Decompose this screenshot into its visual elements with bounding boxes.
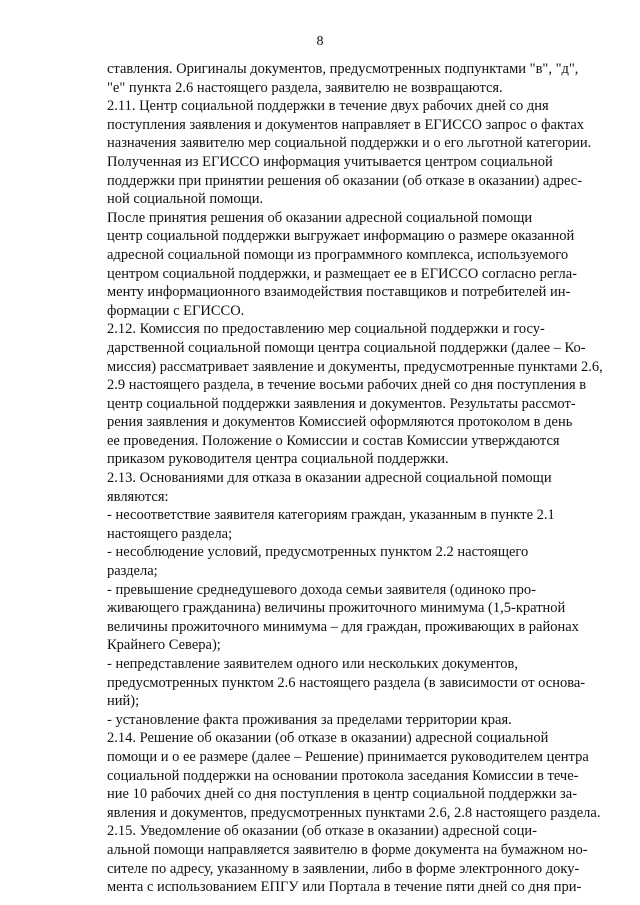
list-item-conditions: - несоблюдение условий, предусмотренных пунктом 2.2 настоящего раздела; <box>107 544 529 580</box>
list-item-missing-documents: - непредставление заявителем одного или нескольких документов, предусмотренных пунктом 2.6 настоящего раздела (в зависимости от основа- ний); <box>107 656 586 710</box>
list-item-income-excess: - превышение среднедушевого дохода семьи заявителя (одиноко про- живающего гражданина) величины прожиточного минимума (1,5-кратной величины прожиточного минимума – для граждан, проживающих в районах Крайнего Севера); <box>107 581 579 654</box>
paragraph-2-14: 2.14. Решение об оказании (об отказе в оказании) адресной социальной помощи и о ее размере (далее – Решение) принимается руководителем центра социальной поддержки на основании протокола заседания Комиссии в тече- ние 10 рабочих дней со дня поступления в центр социальной поддержки за- явления и документов, предусмотренных пунктами 2.6, 2.8 настоящего раздела. <box>107 730 601 821</box>
paragraph-continuation: ставления. Оригиналы документов, предусмотренных подпунктами "в", "д", "е" пункта 2.6 настоящего раздела, заявителю не возвращаются. <box>107 61 579 96</box>
page-number: 8 <box>316 34 324 49</box>
list-item-residence: - установление факта проживания за пределами территории края. <box>107 711 512 728</box>
list-item-category-mismatch: - несоответствие заявителя категориям граждан, указанным в пункте 2.1 настоящего раздела; <box>107 507 555 542</box>
paragraph-egisso-info: Полученная из ЕГИССО информация учитывается центром социальной поддержки при принятии решения об оказании (об отказе в оказании) адрес- ной социальной помощи. <box>107 153 583 208</box>
paragraph-2-13: 2.13. Основаниями для отказа в оказании адресной социальной помощи являются: <box>107 470 552 505</box>
paragraph-after-decision: После принятия решения об оказании адресной социальной помощи центр социальной поддержки выгружает информацию о размере оказанной адресной социальной помощи из программного комплекса, используемого центром социальной поддержки, и размещает ее в ЕГИССО согласно регла- менту информационного взаимодействия поставщиков и потребителей ин- формации с ЕГИССО. <box>107 209 577 319</box>
paragraph-2-12: 2.12. Комиссия по предоставлению мер социальной поддержки и госу- дарственной социальной помощи центра социальной поддержки (далее – Ко- миссия) рассматривает заявление и документы, предусмотренные пунктами 2.6, 2.9 настоящего раздела, в течение восьми рабочих дней со дня поступления в центр социальной поддержки заявления и документов. Результаты рассмот- рения заявления и документов Комиссией оформляются протоколом в день ее проведения. Положение о Комиссии и состав Комиссии утверждаются приказом руководителя центра социальной поддержки. <box>107 321 603 468</box>
paragraph-2-15: 2.15. Уведомление об оказании (об отказе в оказании) адресной соци- альной помощи направляется заявителю в форме документа на бумажном но- сителе по адресу, указанному в заявлении, либо в форме электронного доку- мента с использованием ЕПГУ или Портала в течение пяти дней со дня при- <box>107 823 588 896</box>
document-body <box>107 60 603 897</box>
paragraph-2-11: 2.11. Центр социальной поддержки в течение двух рабочих дней со дня поступления заявления и документов направляет в ЕГИССО запрос о фактах назначения заявителю мер социальной поддержки и о его льготной категории. <box>107 98 592 152</box>
